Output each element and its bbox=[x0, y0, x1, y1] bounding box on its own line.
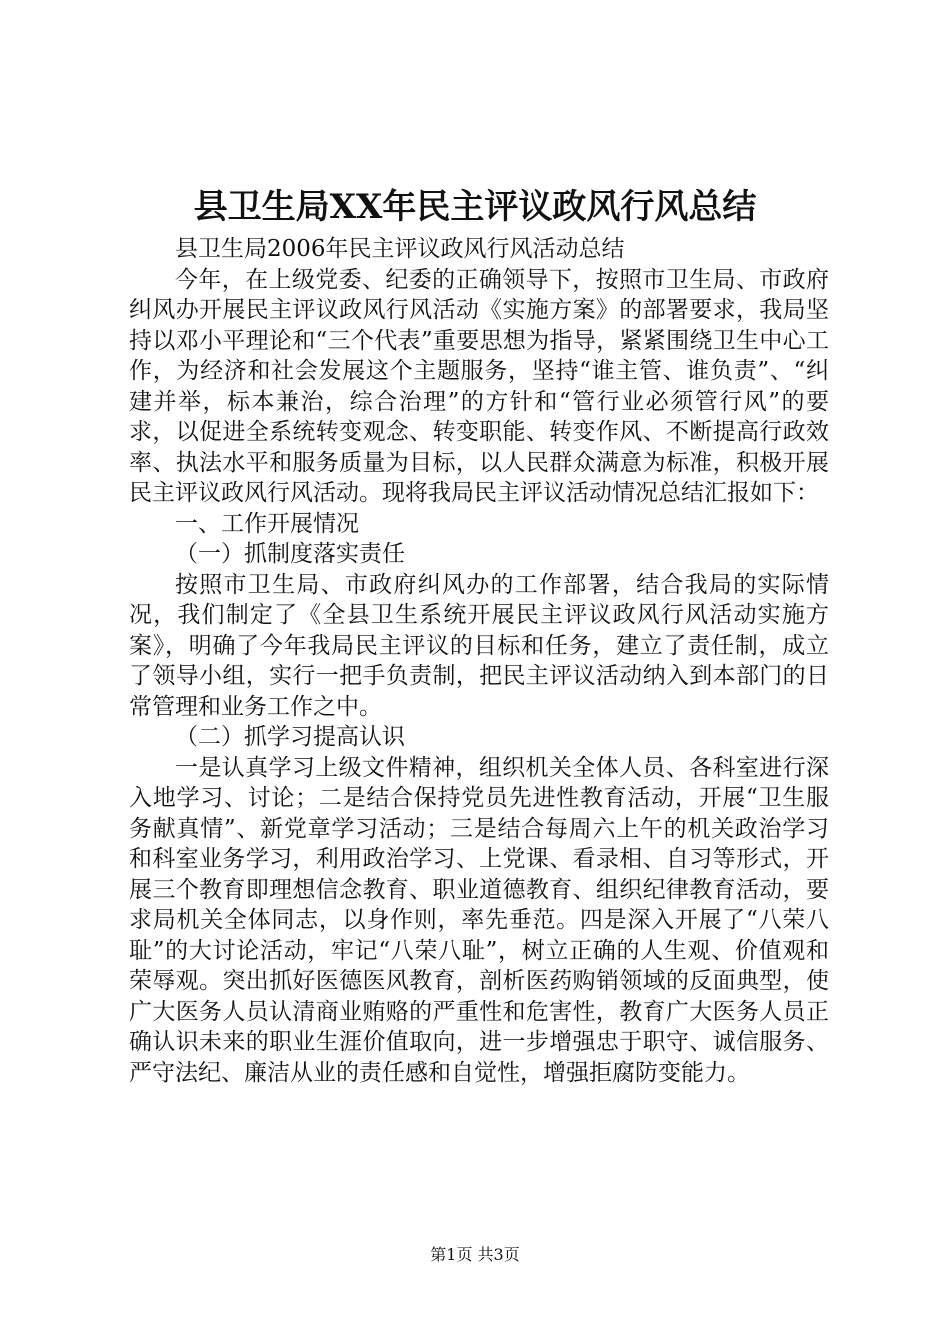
document-body bbox=[129, 234, 829, 1088]
section-heading: 一、工作开展情况 bbox=[175, 510, 359, 537]
subtitle-paragraph: 县卫生局2006年民主评议政风行风活动总结 bbox=[175, 236, 625, 262]
subsection-heading: （二）抓学习提高认识 bbox=[175, 724, 405, 750]
subsection-heading: （一）抓制度落实责任 bbox=[175, 541, 405, 567]
document-title: 县卫生局XX年民主评议政风行风总结 bbox=[193, 187, 757, 227]
body-paragraph: 一是认真学习上级文件精神，组织机关全体人员、各科室进行深入地学习、讨论；二是结合保持党员先进性教育活动，开展“卫生服务献真情”、新党章学习活动；三是结合每周六上午的机关政治学习和科室业务学习，利用政治学习、上党课、看录相、自习等形式，开展三个教育即理想信念教育、职业道德教育、组织纪律教育活动，要求局机关全体同志，以身作则，率先垂范。四是深入开展了“八荣八耻”的大讨论活动，牢记“八荣八耻”，树立正确的人生观、价值观和荣辱观。突出抓好医德医风教育，剖析医药购销领域的反面典型，使广大医务人员认清商业贿赂的严重性和危害性，教育广大医务人员正确认识未来的职业生涯价值取向，进一步增强忠于职守、诚信服务、严守法纪、廉洁从业的责任感和自觉性，增强拒腐防变能力。 bbox=[129, 754, 829, 1086]
body-paragraph: 按照市卫生局、市政府纠风办的工作部署，结合我局的实际情况，我们制定了《全县卫生系统开展民主评议政风行风活动实施方案》，明确了今年我局民主评议的目标和任务，建立了责任制，成立了领导小组，实行一把手负责制，把民主评议活动纳入到本部门的日常管理和业务工作之中。 bbox=[129, 571, 829, 720]
page-footer: 第1页 共3页 bbox=[430, 1245, 520, 1264]
intro-paragraph: 今年，在上级党委、纪委的正确领导下，按照市卫生局、市政府纠风办开展民主评议政风行风活动《实施方案》的部署要求，我局坚持以邓小平理论和“三个代表”重要思想为指导，紧紧围绕卫生中心工作，为经济和社会发展这个主题服务，坚持“谁主管、谁负责”、“纠建并举，标本兼治，综合治理”的方针和“管行业必须管行风”的要求，以促进全系统转变观念、转变职能、转变作风、不断提高行政效率、执法水平和服务质量为目标，以人民群众满意为标准，积极开展民主评议政风行风活动。现将我局民主评议活动情况总结汇报如下： bbox=[129, 266, 829, 506]
